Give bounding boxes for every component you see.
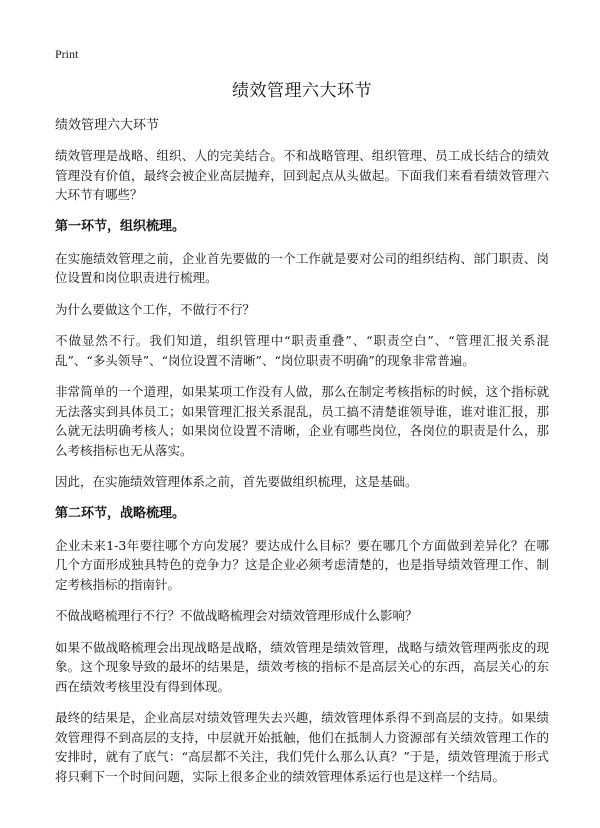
section-2-paragraph-3: 如果不做战略梳理会出现战略是战略，绩效管理是绩效管理，战略与绩效管理两张皮的现象。这个现象导致的最坏的结果是，绩效考核的指标不是高层关心的东西，高层关心的东西在绩效考核里没有得到体现。 <box>55 639 549 694</box>
article-subtitle: 绩效管理六大环节 <box>55 118 160 133</box>
section-1-paragraph-5: 因此，在实施绩效管理体系之前，首先要做组织梳理，这是基础。 <box>55 474 418 489</box>
intro-paragraph: 绩效管理是战略、组织、人的完美结合。不和战略管理、组织管理、员工成长结合的绩效管理没有价值，最终会被企业高层抛弃，回到起点从头做起。下面我们来看看绩效管理六大环节有哪些？ <box>55 148 549 202</box>
section-1-paragraph-1: 在实施绩效管理之前，企业首先要做的一个工作就是要对公司的组织结构、部门职责、岗位设置和岗位职责进行梳理。 <box>55 250 549 285</box>
section-2-paragraph-4: 最终的结果是，企业高层对绩效管理失去兴趣，绩效管理体系得不到高层的支持。如果绩效管理得不到高层的支持，中层就开始抵触，他们在抵制人力资源部有关绩效管理工作的安排时，就有了底气：“高层都不关注，我们凭什么那么认真？”于是，绩效管理流于形式将只剩下一个时间问题，实际上很多企业的绩效管理体系运行也是这样一个结局。 <box>55 710 549 784</box>
section-1-paragraph-2: 为什么要做这个工作，不做行不行？ <box>55 301 256 317</box>
section-2-paragraph-2: 不做战略梳理行不行？不做战略梳理会对绩效管理形成什么影响？ <box>55 608 418 623</box>
section-2-paragraph-1: 企业未来1-3年要往哪个方向发展？要达成什么目标？要在哪几个方面做到差异化？在哪几个方面形成独具特色的竞争力？这是企业必须考虑清楚的，也是指导绩效管理工作、制定考核指标的指南针。 <box>55 537 549 592</box>
section-1-paragraph-3: 不做显然不行。我们知道，组织管理中“职责重叠”、“职责空白”、“管理汇报关系混乱”、“多头领导”、“岗位设置不清晰”、“岗位职责不明确”的现象非常普遍。 <box>55 333 549 368</box>
section-2-heading: 第二环节，战略梳理。 <box>55 505 186 521</box>
print-link[interactable]: Print <box>55 47 79 61</box>
section-1-heading: 第一环节，组织梳理。 <box>55 218 186 234</box>
article <box>55 78 549 798</box>
section-1-paragraph-4: 非常简单的一个道理，如果某项工作没有人做，那么在制定考核指标的时候，这个指标就无法落实到具体员工；如果管理汇报关系混乱，员工搞不清楚谁领导谁，谁对谁汇报，那么就无法明确考核人；如果岗位设置不清晰，企业有哪些岗位，各岗位的职责是什么，那么考核指标也无从落实。 <box>55 384 549 458</box>
page-title: 绩效管理六大环节 <box>232 81 372 101</box>
